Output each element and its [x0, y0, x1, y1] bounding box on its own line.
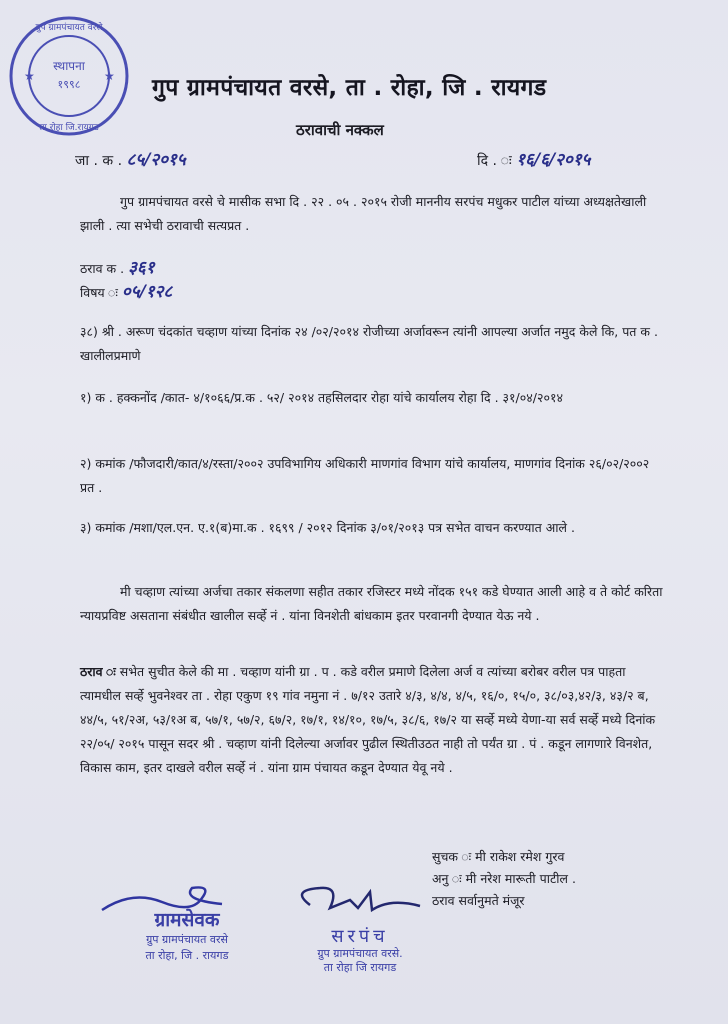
stamp-title: सरपंच	[331, 926, 389, 947]
page-title: गुप ग्रामपंचायत वरसे, ता . रोहा, जि . रायगड	[152, 75, 547, 101]
svg-text:ता.रोहा जि.रायगड: ता.रोहा जि.रायगड	[39, 123, 99, 133]
sarpanch-signature	[280, 880, 440, 974]
stamp-line: ग्रुप ग्रामपंचायत वरसे	[146, 933, 228, 946]
reference-label: जा . क .	[75, 153, 123, 169]
list-item: ३) कमांक /मशा/एल.एन. ए.१(ब)मा.क . १६९९ / २०१२ दिनांक ३/०१/२०१३ पत्र सभेत वाचन करण्यात आले .	[80, 520, 575, 535]
page-subtitle: ठरावाची नक्कल	[296, 121, 384, 139]
intro-paragraph: गुप ग्रामपंचायत वरसे चे मासीक सभा दि . २२ . ०५ . २०१५ रोजी माननीय सरपंच मधुकर पाटील यांच्या अध्यक्षतेखाली झाली . त्या सभेची ठरावाची सत्यप्रत .	[80, 194, 647, 233]
svg-text:★: ★	[24, 69, 35, 83]
date-value: १६/६/२०१५	[516, 150, 591, 170]
date-label: दि . ः	[477, 153, 512, 169]
svg-text:ग्रुप ग्रामपंचायत वरसे: ग्रुप ग्रामपंचायत वरसे	[35, 23, 103, 33]
stamp-line: ग्रुप ग्रामपंचायत वरसे.	[317, 947, 403, 960]
subject-line	[80, 280, 172, 305]
subject-value: ०५/१२८	[121, 282, 173, 302]
stamp-line: ता रोहा जि रायगड	[323, 961, 397, 974]
resolution-number-label: ठराव क .	[80, 261, 125, 276]
resolution-label: ठराव ः	[80, 664, 116, 679]
resolution-number	[80, 256, 155, 281]
mover-block	[432, 846, 576, 912]
resolution-number-value: ३६१	[128, 258, 155, 278]
paragraph-38: ३८) श्री . अरूण चंदकांत चव्हाण यांच्या दिनांक २४ /०२/२०१४ रोजीच्या अर्जावरून त्यांनी आपल्या अर्जात नमुद केले कि, पत क . खालीलप्रमाणे	[80, 324, 658, 363]
reference-value: ८५/२०१५	[126, 150, 186, 170]
stamp-title: ग्रामसेवक	[154, 909, 220, 931]
signature-scribble	[280, 880, 440, 920]
list-item: २) कमांक /फौजदारी/कात/४/रस्ता/२००२ उपविभागिय अधिकारी माणगांव विभाग यांचे कार्यालय, माणगांव दिनांक २६/०२/२००२ प्रत .	[80, 456, 650, 495]
body-paragraph: मी चव्हाण त्यांच्या अर्जचा तकार संकलणा सहीत तकार रजिस्टर मध्ये नोंदक १५१ कडे घेण्यात आली आहे व ते कोर्ट करिता न्यायप्रविष्ट असताना संबंधीत खालील सर्व्हे नं . यांना विनशेती बांधकाम इतर परवानगी देण्यात येऊ नये .	[80, 584, 663, 623]
subject-label: विषय ः	[80, 285, 118, 300]
proposer-line: सुचक ः मी राकेश रमेश गुरव	[432, 849, 565, 864]
seconder-line: अनु ः मी नरेश मारूती पाटील .	[432, 871, 576, 886]
passed-line: ठराव सर्वानुमते मंजूर	[432, 893, 525, 908]
svg-text:स्थापना: स्थापना	[53, 59, 85, 73]
resolution-paragraph	[80, 660, 665, 780]
svg-text:★: ★	[104, 69, 115, 83]
stamp-line: ता रोहा, जि . रायगड	[145, 949, 229, 962]
list-item: १) क . हक्कनोंद /कात- ४/१०६६/प्र.क . ५२/ २०१४ तहसिलदार रोहा यांचे कार्यालय रोहा दि . ३१/०४/२०१४	[80, 390, 563, 405]
reference-number	[75, 147, 186, 170]
resolution-text: सभेत सुचीत केले की मा . चव्हाण यांनी ग्रा . प . कडे वरील प्रमाणे दिलेला अर्ज व त्यांच्या बरोबर वरील पत्र पाहता त्यामधील सर्व्हे भुवनेश्वर ता . रोहा एकुण १९ गांव नमुना नं . ७/१२ उतारे ४/३, ४/४, ४/५, १६/०, १५/०, ३८/०३,४२/३, ४३/२ ब, ४४/५, ५१/२अ, ५३/१अ ब, ५७/१, ५७/२, ६७/२, १७/१, १४/१०, १७/५, ३८/६, १७/२ या सर्व्हे मध्ये येणा-या सर्व सर्व्हे मध्ये दिनांक २२/०५/ २०१५ पासून सदर श्री . चव्हाण यांनी दिलेल्या अर्जावर पुढील स्थितीउठत नाही तो पर्यंत ग्रा . पं . कडून लागणारे विनशेत, विकास काम, इतर दाखले वरील सर्व्हे नं . यांना ग्राम पंचायत कडून देण्यात येवू नये .	[80, 664, 656, 775]
svg-text:१९९८: १९९८	[57, 78, 81, 91]
office-seal	[4, 8, 134, 148]
gramsevak-signature	[92, 880, 272, 970]
reference-date	[477, 147, 591, 170]
